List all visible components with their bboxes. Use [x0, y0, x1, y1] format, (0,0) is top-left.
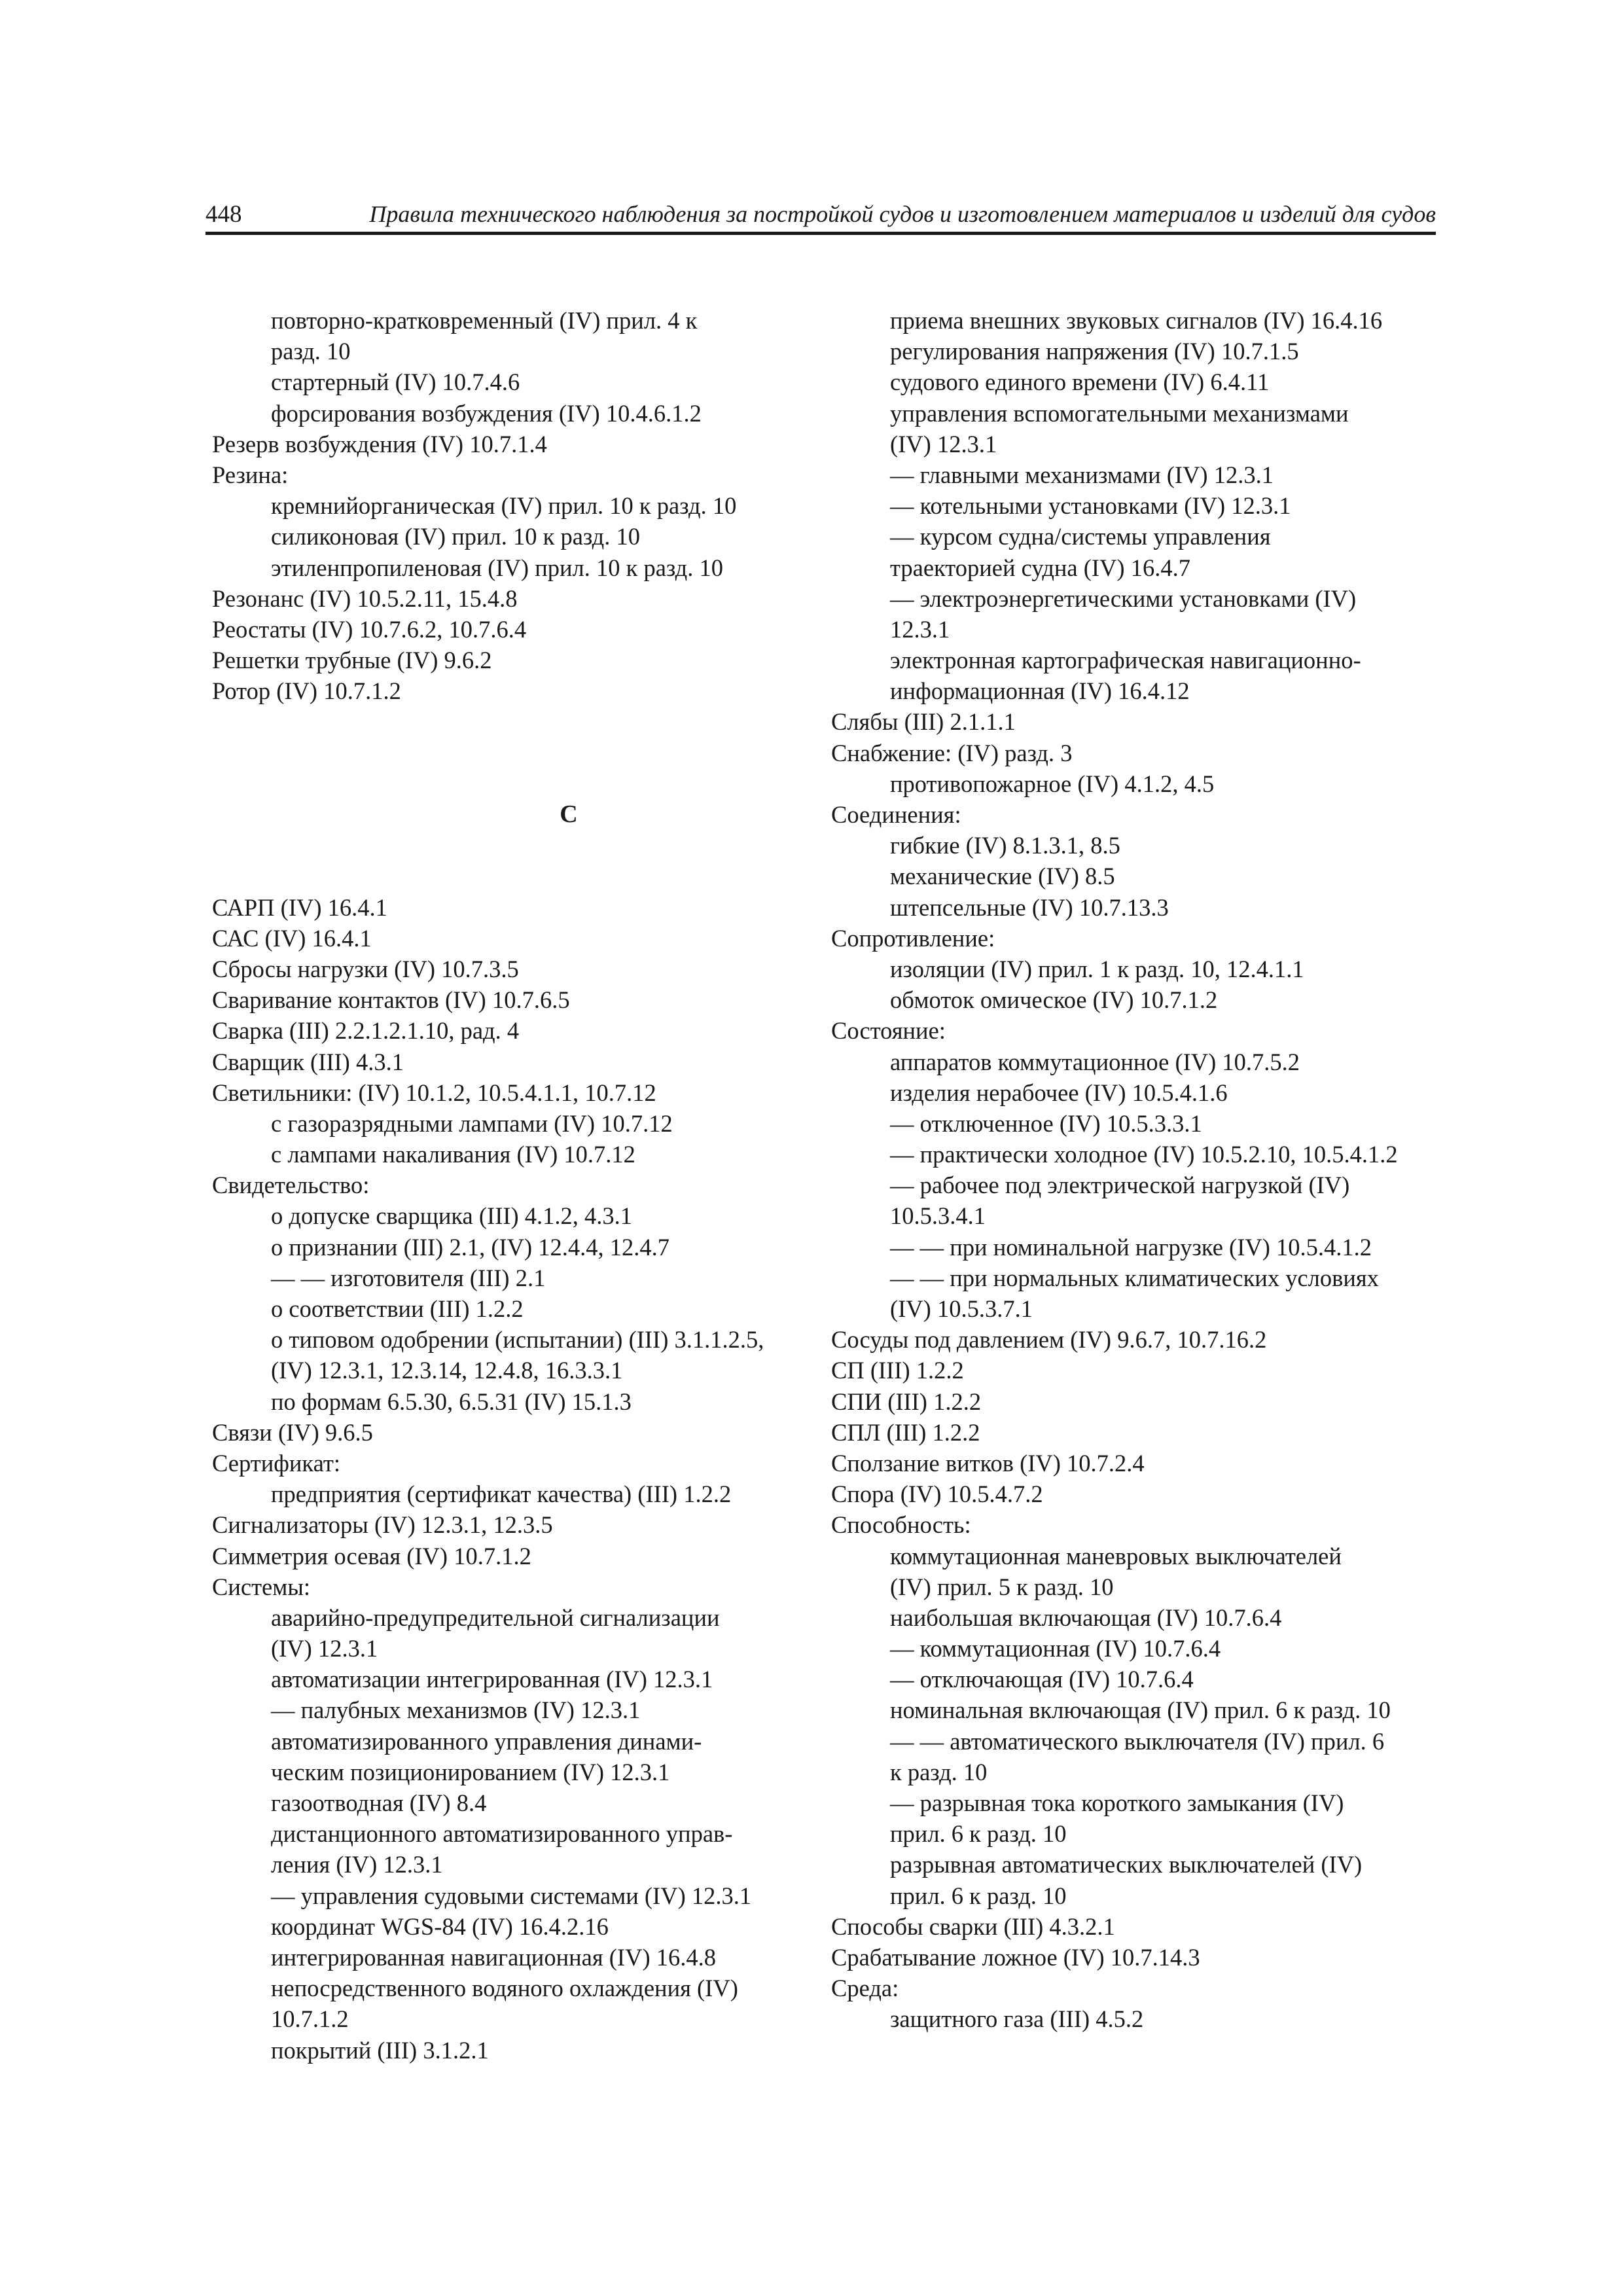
index-line: с лампами накаливания (IV) 10.7.12 — [271, 1141, 635, 1168]
index-line: защитного газа (III) 4.5.2 — [890, 2005, 1144, 2033]
index-entry: Светильники: (IV) 10.1.2, 10.5.4.1.1, 10.7.12 — [212, 1079, 656, 1106]
index-line: 10.5.3.4.1 — [890, 1202, 986, 1230]
section-letter: С — [560, 800, 578, 829]
index-line: электронная картографическая навигационно- — [890, 647, 1361, 674]
index-line: — электроэнергетическими установками (IV) — [890, 584, 1357, 612]
index-line: регулирования напряжения (IV) 10.7.1.5 — [890, 338, 1299, 365]
index-entry: Сваривание контактов (IV) 10.7.6.5 — [212, 986, 570, 1014]
index-line: силиконовая (IV) прил. 10 к разд. 10 — [271, 523, 641, 550]
index-entry: САС (IV) 16.4.1 — [212, 924, 372, 952]
index-line: о допуске сварщика (III) 4.1.2, 4.3.1 — [271, 1202, 633, 1230]
index-entry: Решетки трубные (IV) 9.6.2 — [212, 647, 492, 674]
index-line: аварийно-предупредительной сигнализации — [271, 1604, 720, 1631]
index-entry: СПИ (III) 1.2.2 — [831, 1388, 982, 1415]
index-line: прил. 6 к разд. 10 — [890, 1882, 1067, 1909]
index-line: (IV) прил. 5 к разд. 10 — [890, 1573, 1114, 1600]
index-line: (IV) 12.3.1, 12.3.14, 12.4.8, 16.3.3.1 — [271, 1357, 623, 1384]
index-line: к разд. 10 — [890, 1758, 988, 1785]
index-line: автоматизированного управления динами- — [271, 1727, 702, 1755]
index-line: изделия нерабочее (IV) 10.5.4.1.6 — [890, 1079, 1228, 1106]
index-line: — отключающая (IV) 10.7.6.4 — [890, 1666, 1194, 1693]
page-number: 448 — [205, 201, 242, 228]
index-line: — курсом судна/системы управления — [890, 523, 1271, 550]
index-entry: Срабатывание ложное (IV) 10.7.14.3 — [831, 1943, 1200, 1971]
index-line: кремнийорганическая (IV) прил. 10 к разд. 10 — [271, 492, 737, 520]
section-gap — [212, 706, 801, 799]
index-entry: Свидетельство: — [212, 1172, 370, 1199]
index-line: автоматизации интегрированная (IV) 12.3.1 — [271, 1666, 713, 1693]
index-line: прил. 6 к разд. 10 — [890, 1820, 1067, 1848]
index-line: — рабочее под электрической нагрузкой (IV) — [890, 1172, 1350, 1199]
index-entry: Среда: — [831, 1975, 899, 2002]
index-line: — коммутационная (IV) 10.7.6.4 — [890, 1635, 1221, 1662]
index-line: информационная (IV) 16.4.12 — [890, 677, 1190, 705]
index-line: разд. 10 — [271, 338, 351, 365]
index-line: ления (IV) 12.3.1 — [271, 1851, 443, 1878]
index-entry: Сварка (III) 2.2.1.2.1.10, рад. 4 — [212, 1017, 520, 1045]
index-line: координат WGS-84 (IV) 16.4.2.16 — [271, 1912, 609, 1940]
index-line: судового единого времени (IV) 6.4.11 — [890, 368, 1270, 396]
index-entry: Резерв возбуждения (IV) 10.7.1.4 — [212, 430, 547, 457]
index-line: разрывная автоматических выключателей (IV) — [890, 1851, 1363, 1878]
index-line: противопожарное (IV) 4.1.2, 4.5 — [890, 770, 1215, 797]
index-line: 10.7.1.2 — [271, 2005, 349, 2033]
index-line: коммутационная маневровых выключателей — [890, 1542, 1342, 1570]
running-title: Правила технического наблюдения за постройкой судов и изготовлением материалов и изделий для судов — [369, 201, 1436, 227]
index-line: о типовом одобрении (испытании) (III) 3.1.1.2.5, — [271, 1326, 764, 1354]
index-entry: Сосуды под давлением (IV) 9.6.7, 10.7.16.2 — [831, 1326, 1267, 1354]
index-line: о признании (III) 2.1, (IV) 12.4.4, 12.4.7 — [271, 1233, 670, 1261]
index-entry: Резонанс (IV) 10.5.2.11, 15.4.8 — [212, 584, 518, 612]
index-line: стартерный (IV) 10.7.4.6 — [271, 368, 520, 396]
page-header — [205, 195, 1436, 230]
index-line: предприятия (сертификат качества) (III) 1.2.2 — [271, 1480, 732, 1508]
index-entry: САРП (IV) 16.4.1 — [212, 893, 387, 921]
index-line: управления вспомогательными механизмами — [890, 399, 1349, 427]
index-entry: Сварщик (III) 4.3.1 — [212, 1048, 404, 1075]
index-line: повторно-кратковременный (IV) прил. 4 к — [271, 307, 698, 334]
index-line: приема внешних звуковых сигналов (IV) 16.4.16 — [890, 307, 1383, 334]
index-line: по формам 6.5.30, 6.5.31 (IV) 15.1.3 — [271, 1388, 632, 1415]
index-line: (IV) 12.3.1 — [271, 1635, 378, 1662]
index-line: интегрированная навигационная (IV) 16.4.8 — [271, 1943, 716, 1971]
index-line: гибкие (IV) 8.1.3.1, 8.5 — [890, 832, 1120, 859]
index-line: штепсельные (IV) 10.7.13.3 — [890, 893, 1169, 921]
index-entry: СПЛ (III) 1.2.2 — [831, 1418, 980, 1446]
index-line: непосредственного водяного охлаждения (IV) — [271, 1975, 738, 2002]
index-line: этиленпропиленовая (IV) прил. 10 к разд. 10 — [271, 554, 724, 581]
index-line: — — при номинальной нагрузке (IV) 10.5.4.1.2 — [890, 1233, 1372, 1261]
index-line: аппаратов коммутационное (IV) 10.7.5.2 — [890, 1048, 1300, 1075]
index-line: — палубных механизмов (IV) 12.3.1 — [271, 1696, 641, 1724]
left-column — [212, 305, 801, 2066]
index-line: ческим позиционированием (IV) 12.3.1 — [271, 1758, 670, 1785]
index-entry: Слябы (III) 2.1.1.1 — [831, 708, 1016, 736]
index-entry: Ротор (IV) 10.7.1.2 — [212, 677, 401, 705]
index-entry: Способы сварки (III) 4.3.2.1 — [831, 1912, 1115, 1940]
index-line: с газоразрядными лампами (IV) 10.7.12 — [271, 1109, 673, 1137]
index-line: — управления судовыми системами (IV) 12.3.1 — [271, 1882, 752, 1909]
index-entry: Сползание витков (IV) 10.7.2.4 — [831, 1449, 1145, 1477]
index-entry: СП (III) 1.2.2 — [831, 1357, 964, 1384]
index-entry: Сигнализаторы (IV) 12.3.1, 12.3.5 — [212, 1511, 553, 1539]
index-entry: Соединения: — [831, 801, 961, 828]
index-entry: Системы: — [212, 1573, 310, 1600]
index-entry: Связи (IV) 9.6.5 — [212, 1418, 373, 1446]
index-entry: Сопротивление: — [831, 924, 995, 952]
index-line: (IV) 10.5.3.7.1 — [890, 1295, 1033, 1322]
index-line: (IV) 12.3.1 — [890, 430, 997, 457]
index-line: дистанционного автоматизированного управ- — [271, 1820, 733, 1848]
index-entry: Симметрия осевая (IV) 10.7.1.2 — [212, 1542, 531, 1570]
index-line: — котельными установками (IV) 12.3.1 — [890, 492, 1291, 520]
index-line: наибольшая включающая (IV) 10.7.6.4 — [890, 1604, 1282, 1631]
index-entry: Снабжение: (IV) разд. 3 — [831, 739, 1073, 766]
index-line: — разрывная тока короткого замыкания (IV) — [890, 1789, 1344, 1816]
right-column — [831, 305, 1433, 2035]
index-line: — — автоматического выключателя (IV) прил. 6 — [890, 1727, 1385, 1755]
index-line: о соответствии (III) 1.2.2 — [271, 1295, 524, 1323]
index-entry: Реостаты (IV) 10.7.6.2, 10.7.6.4 — [212, 615, 527, 643]
index-line: — главными механизмами (IV) 12.3.1 — [890, 461, 1274, 488]
index-line: обмоток омическое (IV) 10.7.1.2 — [890, 986, 1218, 1014]
index-line: — — при нормальных климатических условиях — [890, 1264, 1379, 1291]
index-entry: Резина: — [212, 461, 289, 488]
index-entry: Сбросы нагрузки (IV) 10.7.3.5 — [212, 955, 519, 982]
section-gap — [212, 830, 801, 891]
index-line: 12.3.1 — [890, 615, 950, 643]
index-line: — практически холодное (IV) 10.5.2.10, 10.5.4.1.2 — [890, 1141, 1398, 1168]
index-entry: Спора (IV) 10.5.4.7.2 — [831, 1480, 1043, 1508]
index-line: механические (IV) 8.5 — [890, 863, 1115, 890]
index-entry: Сертификат: — [212, 1449, 340, 1477]
index-line: форсирования возбуждения (IV) 10.4.6.1.2 — [271, 399, 702, 427]
index-entry: Способность: — [831, 1511, 971, 1539]
index-line: — отключенное (IV) 10.5.3.3.1 — [890, 1109, 1202, 1137]
index-line: газоотводная (IV) 8.4 — [271, 1789, 487, 1817]
index-line: номинальная включающая (IV) прил. 6 к разд. 10 — [890, 1696, 1391, 1724]
index-line: — — изготовителя (III) 2.1 — [271, 1264, 546, 1291]
index-entry: Состояние: — [831, 1017, 946, 1045]
index-line: изоляции (IV) прил. 1 к разд. 10, 12.4.1.1 — [890, 955, 1304, 982]
header-rule — [205, 232, 1436, 235]
index-line: траекторией судна (IV) 16.4.7 — [890, 554, 1190, 581]
index-line: покрытий (III) 3.1.2.1 — [271, 2036, 489, 2064]
